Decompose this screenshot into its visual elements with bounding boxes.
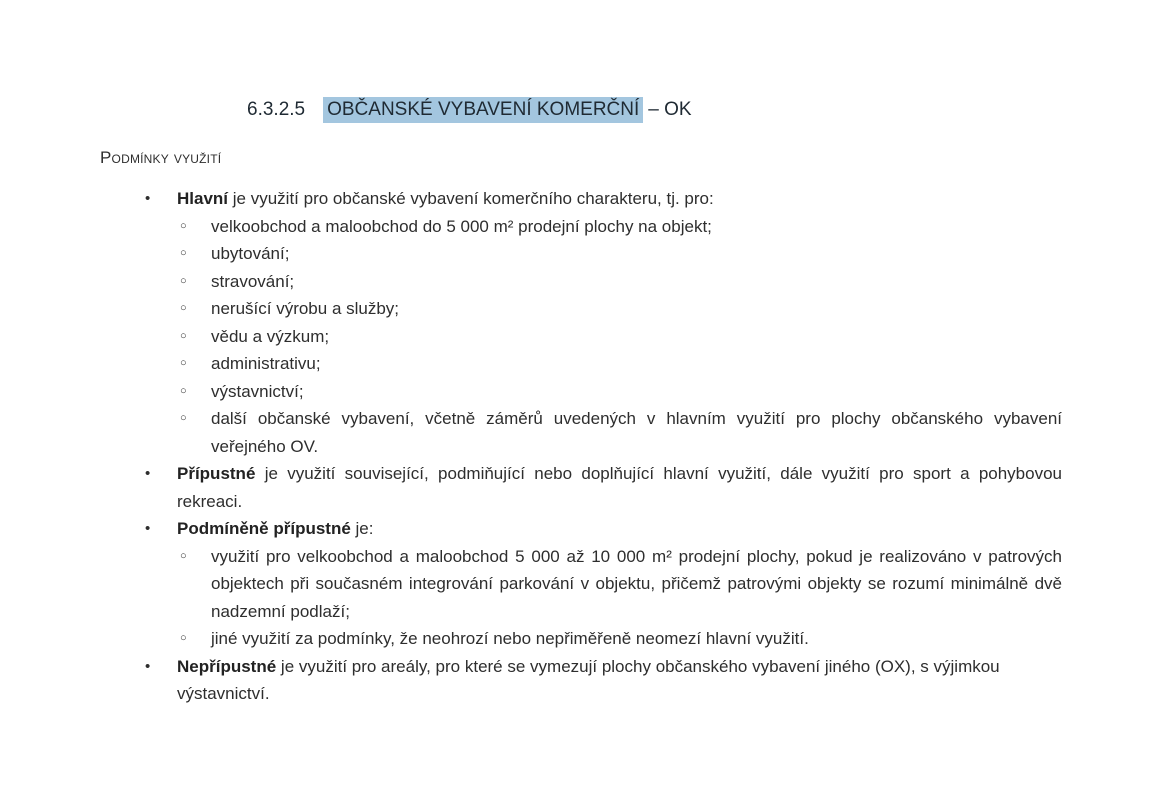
circle-bullet-icon: ○ — [180, 219, 187, 232]
circle-bullet-icon: ○ — [180, 329, 187, 342]
item-text: výstavnictví; — [211, 381, 304, 401]
item-lead: Podmíněně přípustné — [177, 519, 351, 538]
heading-suffix: – OK — [648, 99, 692, 120]
section-heading — [247, 0, 1162, 122]
item-text: ubytování; — [211, 244, 290, 263]
bullet-icon: • — [145, 465, 151, 482]
item-text: je využití pro areály, pro které se vymezují plochy občanského vybavení jiného (OX), s výjimkou výstavnictví. — [177, 656, 1000, 703]
list-subitem — [145, 268, 1062, 296]
circle-bullet-icon: ○ — [180, 357, 187, 369]
circle-bullet-icon: ○ — [180, 632, 187, 644]
list-subitem — [145, 350, 1062, 378]
item-text: stravování; — [211, 271, 295, 291]
item-text: je využití pro občanské vybavení komerčního charakteru, tj. pro: — [228, 189, 714, 208]
item-text: vědu a výzkum; — [211, 326, 330, 346]
list-subitem — [145, 378, 1062, 406]
circle-bullet-icon: ○ — [180, 549, 187, 562]
list-subitem — [145, 213, 1062, 241]
conditions-list — [145, 185, 1062, 708]
item-text: je: — [350, 519, 374, 538]
circle-bullet-icon: ○ — [180, 384, 187, 397]
highlighted-title: OBČANSKÉ VYBAVENÍ KOMERČNÍ — [323, 97, 643, 123]
item-text: velkoobchod a maloobchod do 5 000 m² prodejní plochy na objekt; — [211, 216, 712, 236]
list-subitem — [145, 405, 1062, 460]
circle-bullet-icon: ○ — [180, 412, 187, 424]
bullet-icon: • — [145, 520, 151, 537]
list-subitem — [145, 240, 1062, 268]
list-item-pripustne — [145, 460, 1062, 515]
list-item-podminene-pripustne — [145, 515, 1062, 543]
item-text: nerušící výrobu a služby; — [211, 299, 400, 318]
item-lead: Hlavní — [177, 189, 229, 208]
list-subitem — [145, 323, 1062, 351]
circle-bullet-icon: ○ — [180, 247, 187, 259]
list-subitem — [145, 295, 1062, 323]
item-text: jiné využití za podmínky, že neohrozí nebo nepřiměřeně neomezí hlavní využití. — [211, 629, 809, 648]
circle-bullet-icon: ○ — [180, 274, 187, 287]
section-number: 6.3.2.5 — [247, 99, 306, 120]
bullet-icon: • — [145, 190, 151, 207]
item-text: administrativu; — [211, 354, 321, 373]
list-item-hlavni — [145, 185, 1062, 213]
circle-bullet-icon: ○ — [180, 302, 187, 314]
item-lead: Nepřípustné — [177, 656, 277, 676]
item-text: využití pro velkoobchod a maloobchod 5 000 až 10 000 m² prodejní plochy, pokud je realizováno v patrových objektech při současném integrování parkování v objektu, přičemž patrovými objekty se rozumí minimálně dvě nadzemní podlaží; — [211, 546, 1062, 621]
item-text: je využití související, podmiňující nebo doplňující hlavní využití, dále využití pro sport a pohybovou rekreaci. — [177, 464, 1062, 511]
item-text: další občanské vybavení, včetně záměrů uvedených v hlavním využití pro plochy občanského vybavení veřejného OV. — [211, 409, 1062, 456]
bullet-icon: • — [145, 657, 151, 675]
list-subitem — [145, 625, 1062, 653]
item-lead: Přípustné — [177, 464, 256, 483]
list-subitem — [145, 543, 1062, 626]
list-item-nepripustne — [145, 653, 1062, 708]
conditions-label: Podmínky využití — [100, 148, 222, 167]
